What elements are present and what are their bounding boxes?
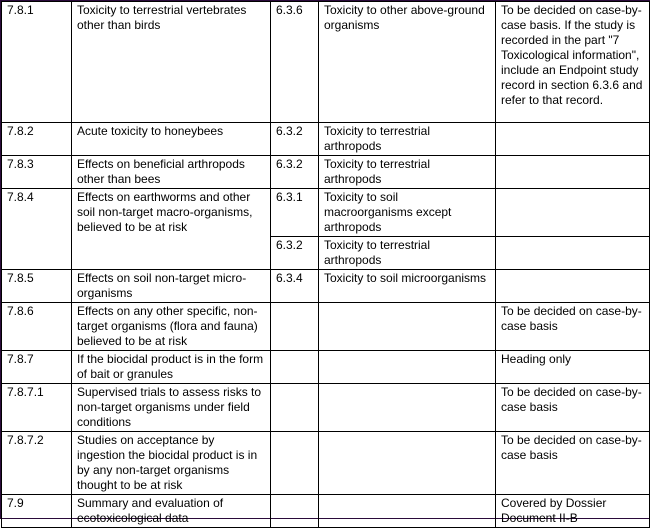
table-row [2, 351, 650, 384]
endpoint-number [271, 303, 319, 351]
section-number: 7.8.7.1 [2, 384, 72, 432]
endpoint-description: Toxicity to terrestrial arthropods [319, 123, 496, 156]
remark: To be decided on case-by-case basis [496, 432, 650, 495]
table-row [2, 495, 650, 528]
remark: To be decided on case-by-case basis [496, 303, 650, 351]
requirement-description: Acute toxicity to honeybees [72, 123, 271, 156]
remark [496, 237, 650, 270]
remark: Covered by Dossier Document II-B [496, 495, 650, 528]
endpoint-description: Toxicity to terrestrial arthropods [319, 237, 496, 270]
requirement-description: If the biocidal product is in the form of bait or granules [72, 351, 271, 384]
remark: To be decided on case-by-case basis [496, 384, 650, 432]
remark [496, 156, 650, 189]
table-row [2, 384, 650, 432]
remark [496, 189, 650, 237]
remark: Heading only [496, 351, 650, 384]
endpoint-description [319, 384, 496, 432]
endpoint-number [271, 432, 319, 495]
section-number: 7.8.7 [2, 351, 72, 384]
section-number: 7.8.5 [2, 270, 72, 303]
table-row [2, 123, 650, 156]
section-number: 7.8.1 [2, 2, 72, 123]
endpoint-description [319, 303, 496, 351]
endpoint-description: Toxicity to other above-ground organisms [319, 2, 496, 123]
endpoint-description [319, 432, 496, 495]
requirement-description: Summary and evaluation of ecotoxicological data [72, 495, 271, 528]
endpoint-description: Toxicity to terrestrial arthropods [319, 156, 496, 189]
endpoint-number [271, 384, 319, 432]
table-row [2, 303, 650, 351]
endpoint-description: Toxicity to soil microorganisms [319, 270, 496, 303]
requirement-description: Effects on soil non-target micro-organisms [72, 270, 271, 303]
section-number: 7.8.6 [2, 303, 72, 351]
endpoint-number: 6.3.2 [271, 156, 319, 189]
section-number: 7.9 [2, 495, 72, 528]
requirement-description: Supervised trials to assess risks to non-target organisms under field conditions [72, 384, 271, 432]
requirement-description: Effects on any other specific, non-target organisms (flora and fauna) believed to be at risk [72, 303, 271, 351]
remark [496, 270, 650, 303]
requirement-description: Toxicity to terrestrial vertebrates other than birds [72, 2, 271, 123]
endpoint-number [271, 351, 319, 384]
section-number: 7.8.4 [2, 189, 72, 270]
table-row [2, 270, 650, 303]
endpoint-number: 6.3.6 [271, 2, 319, 123]
endpoint-number: 6.3.1 [271, 189, 319, 237]
requirement-description: Studies on acceptance by ingestion the biocidal product is in by any non-target organisms thought to be at risk [72, 432, 271, 495]
endpoint-description: Toxicity to soil macroorganisms except arthropods [319, 189, 496, 237]
table-row [2, 432, 650, 495]
requirement-description: Effects on beneficial arthropods other than bees [72, 156, 271, 189]
table-row [2, 2, 650, 123]
endpoint-description [319, 351, 496, 384]
section-number: 7.8.3 [2, 156, 72, 189]
endpoint-number: 6.3.4 [271, 270, 319, 303]
remark: To be decided on case-by-case basis. If the study is recorded in the part "7 Toxicological information", include an Endpoint study record in section 6.3.6 and refer to that record. [496, 2, 650, 123]
section-number: 7.8.7.2 [2, 432, 72, 495]
requirement-description: Effects on earthworms and other soil non-target macro-organisms, believed to be at risk [72, 189, 271, 270]
endpoint-number [271, 495, 319, 528]
endpoint-description [319, 495, 496, 528]
section-number: 7.8.2 [2, 123, 72, 156]
requirements-table [1, 1, 650, 528]
table-row [2, 156, 650, 189]
table-row [2, 189, 650, 237]
remark [496, 123, 650, 156]
endpoint-number: 6.3.2 [271, 237, 319, 270]
endpoint-number: 6.3.2 [271, 123, 319, 156]
